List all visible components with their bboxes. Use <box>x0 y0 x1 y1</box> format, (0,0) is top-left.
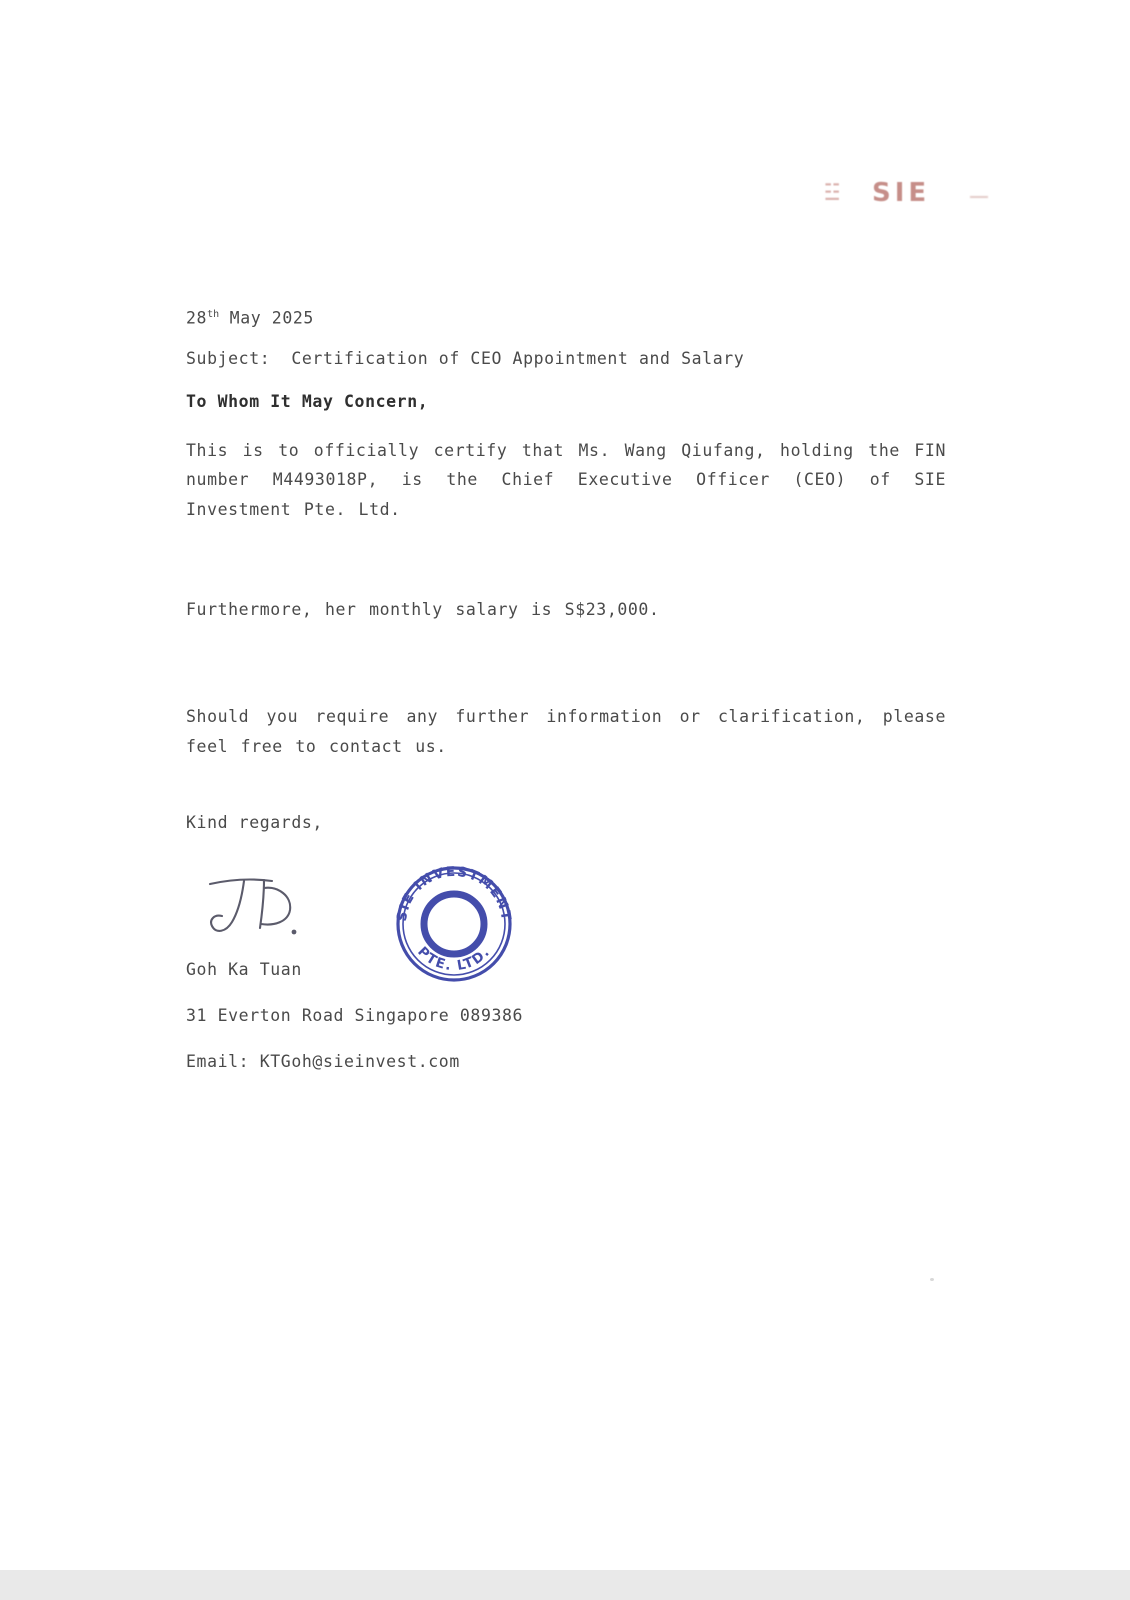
stamp-top-text: SIE INVESTMENT <box>393 863 515 923</box>
letter-subject: Subject: Certification of CEO Appointment and Salary <box>186 349 745 368</box>
contact-email: Email: KTGoh@sieinvest.com <box>186 1052 460 1071</box>
date-day: 28 <box>186 308 208 328</box>
signer-name: Goh Ka Tuan <box>186 960 302 979</box>
letter-salutation: To Whom It May Concern, <box>186 391 429 411</box>
date-rest: May 2025 <box>219 308 314 328</box>
letter-paragraph-3: Should you require any further information or clarification, please feel free to contact us. <box>186 707 946 756</box>
signature-icon <box>198 862 338 957</box>
company-logo-mark: ☳ <box>823 180 839 206</box>
letter-body <box>186 310 946 832</box>
date-ordinal: th <box>207 309 220 320</box>
stamp-bottom-text: PTE. LTD. <box>414 943 494 975</box>
spacer-3 <box>186 791 946 815</box>
company-logo-text: SIE <box>872 178 931 208</box>
logo-underline <box>970 196 988 198</box>
letter-paragraph-1: This is to officially certify that Ms. Wang Qiufang, holding the FIN number M4493018P, is the Chief Executive Officer (CEO) of SIE Investment Pte. Ltd. <box>186 441 946 519</box>
svg-text:PTE. LTD. <box>414 944 493 974</box>
letter-closing: Kind regards, <box>186 813 323 833</box>
spacer-2 <box>186 654 946 686</box>
letter-paragraph-2: Furthermore, her monthly salary is S$23,000. <box>186 599 660 619</box>
company-stamp <box>388 852 520 990</box>
spacer-1 <box>186 554 946 578</box>
company-address: 31 Everton Road Singapore 089386 <box>186 1006 524 1025</box>
page-bottom-strip <box>0 1570 1130 1600</box>
page-speck <box>930 1278 934 1281</box>
letter-date <box>186 310 946 327</box>
letterhead-logo <box>810 172 1010 218</box>
